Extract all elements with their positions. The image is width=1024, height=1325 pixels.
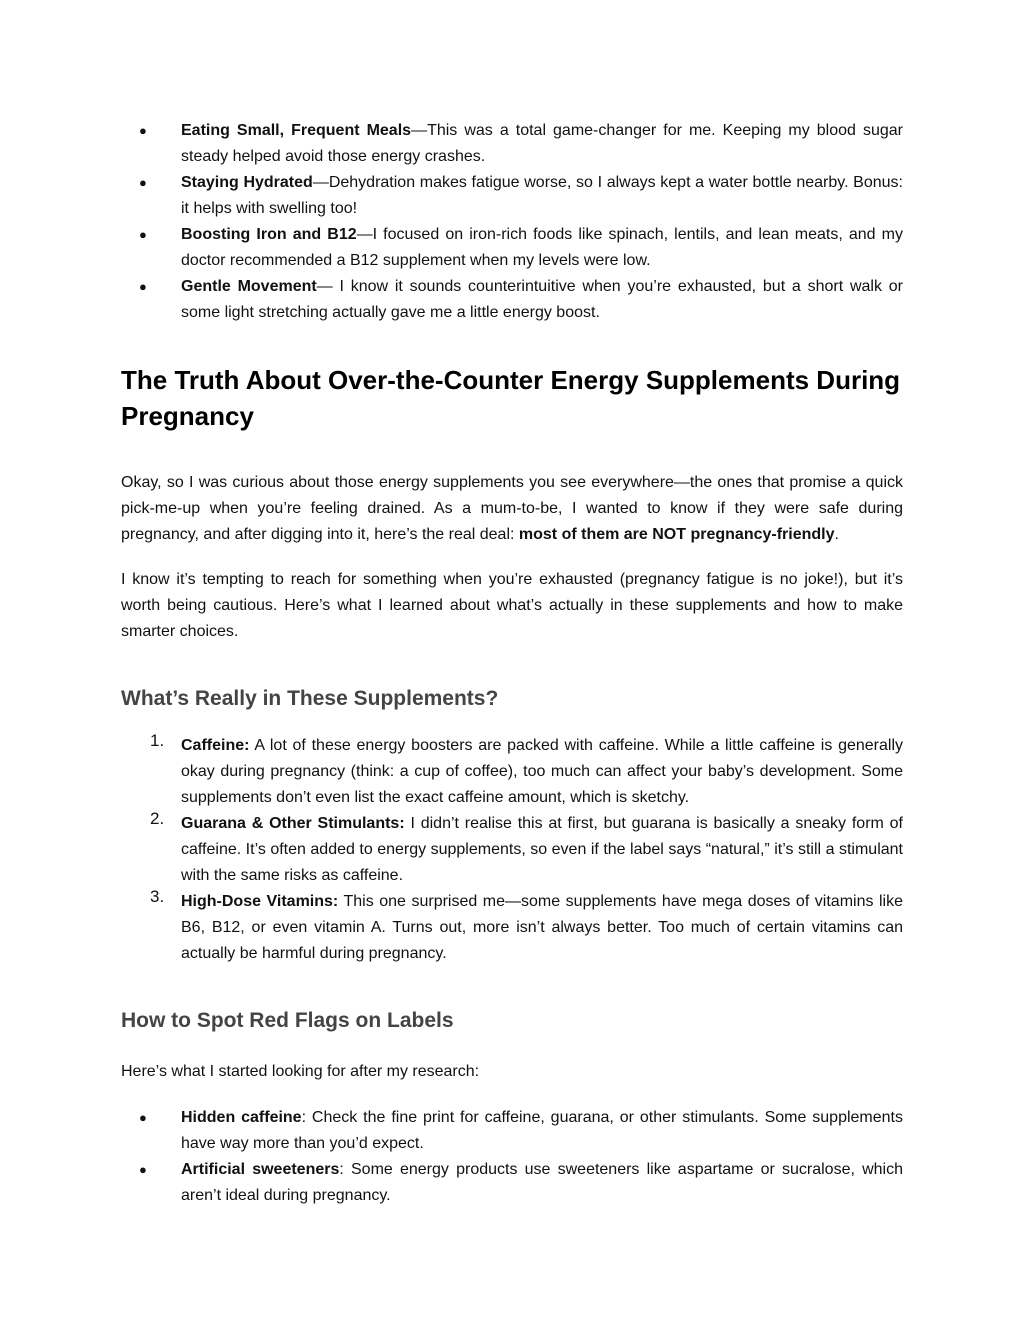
list-number: 3. <box>150 887 165 906</box>
list-item-title: Guarana & Other Stimulants: <box>181 815 405 832</box>
list-item-title: Hidden caffeine <box>181 1109 302 1126</box>
list-item-text: : Some energy products use sweeteners like aspartame or sucralose, which aren’t ideal during pregnancy. <box>181 1161 904 1204</box>
list-item-title: Caffeine: <box>181 737 250 754</box>
paragraph-text: Okay, so I was curious about those energy supplements you see everywhere—the ones that promise a quick pick-me-up when you’re feeling drained. As a mum-to-be, I wanted to know if they were safe during pregnancy, and after digging into it, here’s the real deal: <box>121 474 903 543</box>
list-item <box>121 1105 903 1157</box>
subsection-title-ingredients: What’s Really in These Supplements? <box>121 687 499 710</box>
list-number: 2. <box>150 809 165 828</box>
paragraph-emphasis: most of them are NOT pregnancy-friendly <box>518 526 835 543</box>
list-item-text: : Check the fine print for caffeine, guarana, or other stimulants. Some supplements have way more than you’d expect. <box>181 1109 904 1152</box>
intro-paragraph <box>121 470 903 548</box>
document-page <box>121 118 903 1209</box>
bullet-icon: ● <box>139 1110 147 1125</box>
bullet-icon: ● <box>139 175 147 190</box>
list-item <box>121 733 903 811</box>
list-item-title: Boosting Iron and B12 <box>181 226 357 243</box>
bullet-icon: ● <box>139 279 147 294</box>
list-item-title: Artificial sweeteners <box>181 1161 340 1178</box>
list-number: 1. <box>150 731 165 750</box>
energy-tips-list <box>121 118 903 326</box>
bullet-icon: ● <box>139 1162 147 1177</box>
list-item <box>121 1157 903 1209</box>
list-item <box>121 222 903 274</box>
list-item <box>121 811 903 889</box>
list-item-text: —I focused on iron-rich foods like spinach, lentils, and lean meats, and my doctor recommended a B12 supplement when my levels were low. <box>181 226 903 269</box>
list-item <box>121 274 903 326</box>
paragraph-end: . <box>834 526 839 543</box>
red-flags-intro: Here’s what I started looking for after my research: <box>121 1063 480 1080</box>
list-item-text: —Dehydration makes fatigue worse, so I always kept a water bottle nearby. Bonus: it helps with swelling too! <box>181 174 903 217</box>
caution-paragraph: I know it’s tempting to reach for something when you’re exhausted (pregnancy fatigue is no joke!), but it’s worth being cautious. Here’s what I learned about what’s actually in these supplements and how to make smarter choices. <box>121 571 903 640</box>
list-item-text: A lot of these energy boosters are packed with caffeine. While a little caffeine is generally okay during pregnancy (think: a cup of coffee), too much can affect your baby’s development. Some supplements don’t even list the exact caffeine amount, which is sketchy. <box>181 737 903 806</box>
subsection-title-red-flags: How to Spot Red Flags on Labels <box>121 1009 454 1032</box>
ingredients-list <box>121 733 903 967</box>
list-item-title: Gentle Movement <box>181 278 317 295</box>
section-title: The Truth About Over-the-Counter Energy Supplements During Pregnancy <box>121 365 901 431</box>
bullet-icon: ● <box>139 227 147 242</box>
list-item-text: — I know it sounds counterintuitive when you’re exhausted, but a short walk or some light stretching actually gave me a little energy boost. <box>181 278 903 321</box>
bullet-icon: ● <box>139 123 147 138</box>
list-item-text: I didn’t realise this at first, but guarana is basically a sneaky form of caffeine. It’s often added to energy supplements, so even if the label says “natural,” it’s still a stimulant with the same risks as caffeine. <box>181 815 904 884</box>
list-item <box>121 118 903 170</box>
list-item-text: —This was a total game-changer for me. Keeping my blood sugar steady helped avoid those energy crashes. <box>181 122 903 165</box>
list-item-title: High-Dose Vitamins: <box>181 893 339 910</box>
red-flags-list <box>121 1105 903 1209</box>
list-item <box>121 170 903 222</box>
list-item <box>121 889 903 967</box>
list-item-title: Eating Small, Frequent Meals <box>181 122 412 139</box>
list-item-text: This one surprised me—some supplements have mega doses of vitamins like B6, B12, or even vitamin A. Turns out, more isn’t always better. Too much of certain vitamins can actually be harmful during pregnancy. <box>181 893 904 962</box>
list-item-title: Staying Hydrated <box>181 174 313 191</box>
